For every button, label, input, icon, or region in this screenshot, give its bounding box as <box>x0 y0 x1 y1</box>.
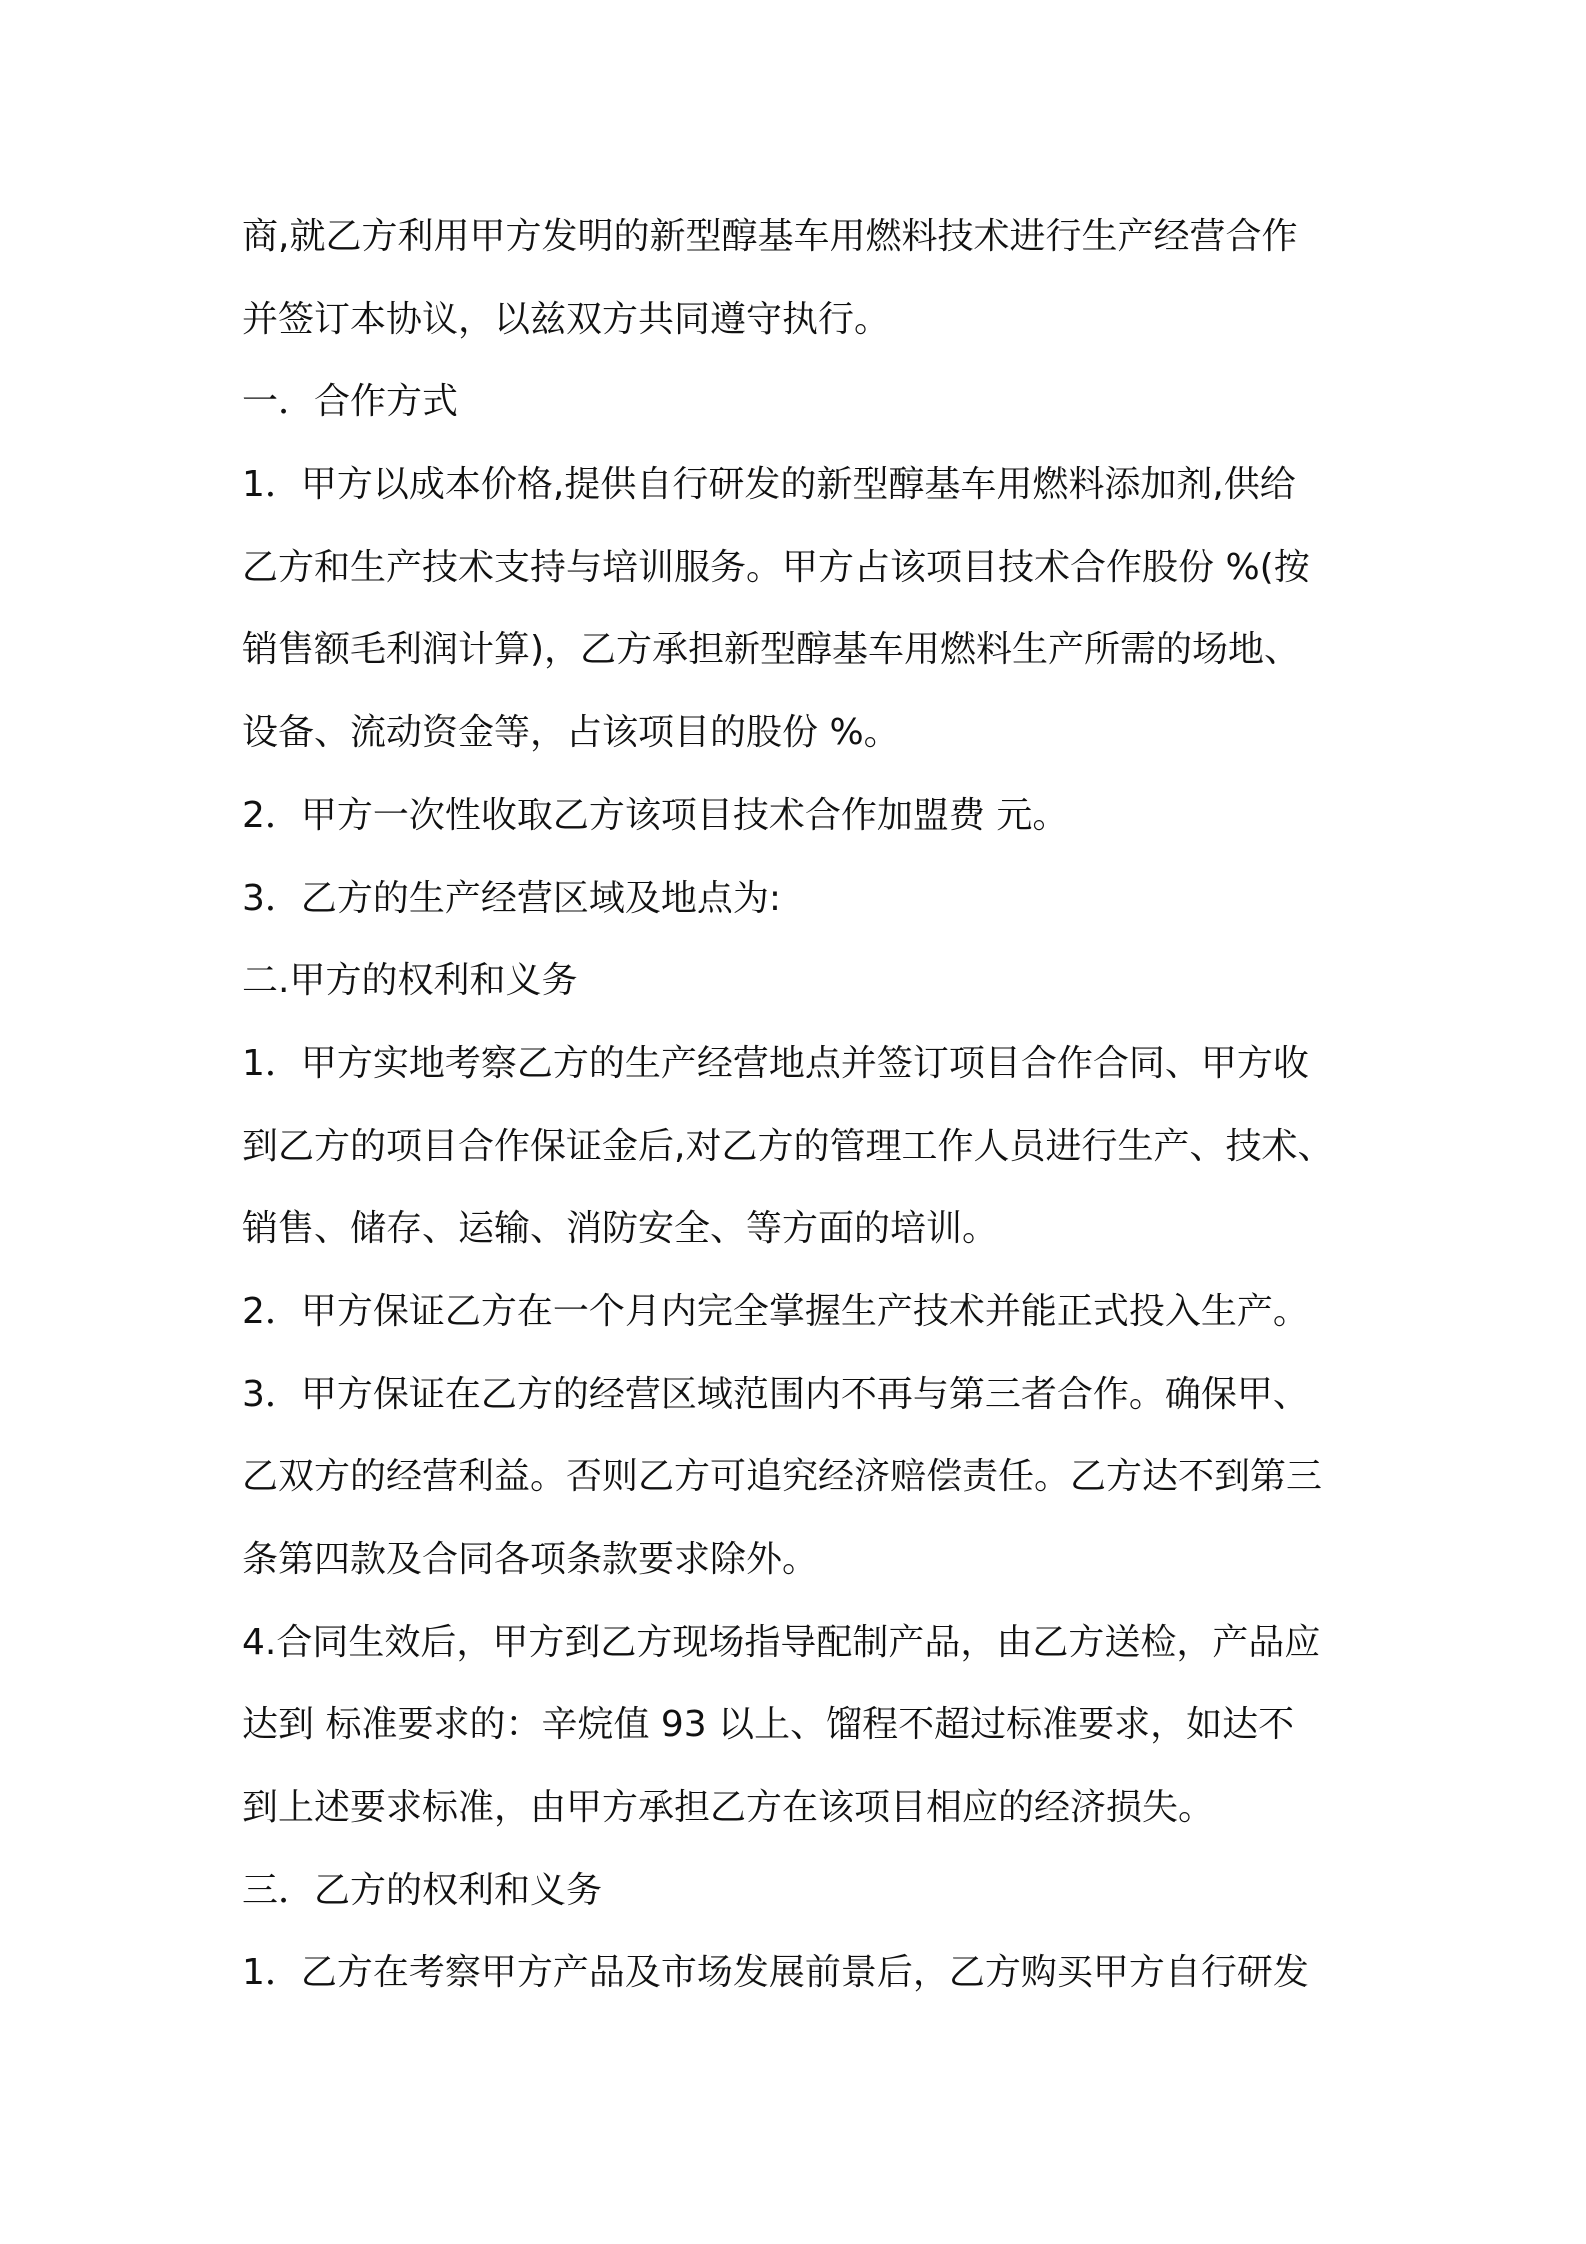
text-line: 条第四款及合同各项条款要求除外。 <box>242 1539 819 1580</box>
document-body <box>242 196 1367 2015</box>
section-heading: 一．合作方式 <box>242 381 459 423</box>
text-line: 销售额毛利润计算)，乙方承担新型醇基车用燃料生产所需的场地、 <box>242 629 1301 671</box>
text-line: 乙双方的经营利益。否则乙方可追究经济赔偿责任。乙方达不到第三 <box>242 1456 1323 1498</box>
text-line: 并签订本协议，以兹双方共同遵守执行。 <box>242 298 891 340</box>
text-line: 3．甲方保证在乙方的经营区域范围内不再与第三者合作。确保甲、 <box>242 1373 1309 1415</box>
text-line: 1．甲方以成本价格,提供自行研发的新型醇基车用燃料添加剂,供给 <box>242 464 1296 506</box>
text-line: 设备、流动资金等，占该项目的股份 %。 <box>242 712 900 754</box>
text-line: 1．甲方实地考察乙方的生产经营地点并签订项目合作合同、甲方收 <box>242 1042 1309 1084</box>
text-line: 销售、储存、运输、消防安全、等方面的培训。 <box>242 1208 999 1250</box>
text-line: 到上述要求标准，由甲方承担乙方在该项目相应的经济损失。 <box>242 1787 1215 1829</box>
text-line: 2．甲方一次性收取乙方该项目技术合作加盟费 元。 <box>242 794 1069 836</box>
text-line: 到乙方的项目合作保证金后,对乙方的管理工作人员进行生产、技术、 <box>242 1125 1334 1167</box>
text-line: 商,就乙方利用甲方发明的新型醇基车用燃料技术进行生产经营合作 <box>242 216 1298 257</box>
text-line: 2．甲方保证乙方在一个月内完全掌握生产技术并能正式投入生产。 <box>242 1290 1309 1332</box>
section-heading: 三．乙方的权利和义务 <box>242 1869 603 1911</box>
text-line: 3．乙方的生产经营区域及地点为: <box>242 877 782 919</box>
text-line: 4.合同生效后，甲方到乙方现场指导配制产品，由乙方送检，产品应 <box>242 1621 1321 1663</box>
text-line: 乙方和生产技术支持与培训服务。甲方占该项目技术合作股份 %(按 <box>242 546 1310 588</box>
text-line: 1．乙方在考察甲方产品及市场发展前景后，乙方购买甲方自行研发 <box>242 1952 1309 1994</box>
text-line: 达到 标准要求的：辛烷值 93 以上、馏程不超过标准要求，如达不 <box>242 1704 1295 1746</box>
section-heading: 二.甲方的权利和义务 <box>242 960 578 1002</box>
